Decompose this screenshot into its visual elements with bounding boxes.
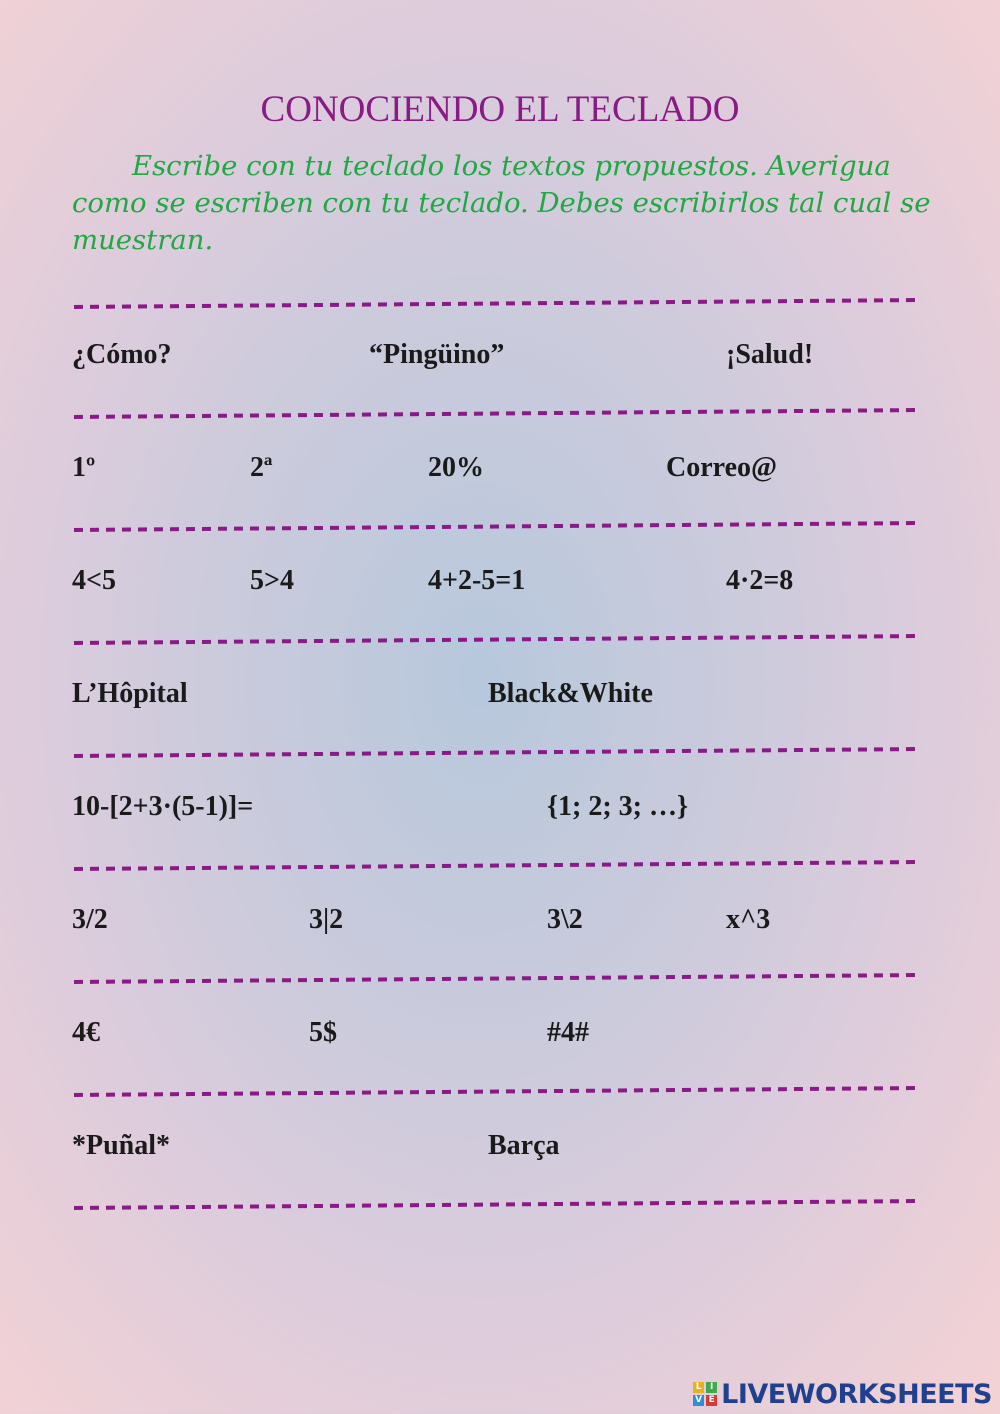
dashed-separator: [72, 858, 924, 872]
text-item: {1; 2; 3; …}: [547, 791, 689, 822]
text-item: 3|2: [309, 904, 344, 935]
text-item: 3\2: [547, 904, 583, 935]
text-item: *Puñal*: [72, 1130, 171, 1161]
text-row: [0, 452, 1000, 492]
text-row: [0, 1130, 1000, 1170]
text-item: #4#: [547, 1017, 589, 1048]
dashed-separator: [72, 745, 924, 759]
text-row: [0, 565, 1000, 605]
text-row: [0, 791, 1000, 831]
dashed-separator: [72, 1197, 924, 1211]
worksheet-title: CONOCIENDO EL TECLADO: [260, 89, 740, 130]
text-item: 2ª: [250, 452, 273, 483]
text-item: 3/2: [72, 904, 108, 935]
text-item: ¿Cómo?: [72, 339, 172, 370]
liveworksheets-logo[interactable]: [693, 1374, 992, 1414]
text-item: ¡Salud!: [726, 339, 814, 370]
dashed-separator: [72, 1084, 924, 1098]
text-item: 4€: [72, 1017, 100, 1048]
text-row: [0, 339, 1000, 379]
dashed-separator: [72, 296, 924, 310]
text-item: 4+2-5=1: [428, 565, 526, 596]
text-row: [0, 904, 1000, 944]
text-row: [0, 678, 1000, 718]
text-row: [0, 1017, 1000, 1057]
text-item: 4<5: [72, 565, 116, 596]
text-item: x^3: [726, 904, 771, 935]
text-item: Black&White: [488, 678, 653, 709]
dashed-separator: [72, 519, 924, 533]
text-item: “Pingüino”: [369, 339, 505, 370]
text-item: Correo@: [666, 452, 778, 483]
instructions-text: Escribe con tu teclado los textos propuestos. Averigua como se escriben con tu teclado. Debes escribirlos tal cual se muestran.: [72, 150, 931, 256]
text-item: 10-[2+3·(5-1)]=: [72, 791, 254, 822]
text-item: 5>4: [250, 565, 294, 596]
liveworksheets-wordmark: LIVEWORKSHEETS: [721, 1378, 992, 1410]
liveworksheets-mark-icon: L I V E: [693, 1382, 717, 1406]
text-item: 1º: [72, 452, 96, 483]
text-item: L’Hôpital: [72, 678, 188, 709]
text-item: Barça: [488, 1130, 560, 1161]
text-item: 5$: [309, 1017, 337, 1048]
dashed-separator: [72, 971, 924, 985]
dashed-separator: [72, 406, 924, 420]
text-item: 4·2=8: [726, 565, 794, 596]
text-item: 20%: [428, 452, 484, 483]
dashed-separator: [72, 632, 924, 646]
